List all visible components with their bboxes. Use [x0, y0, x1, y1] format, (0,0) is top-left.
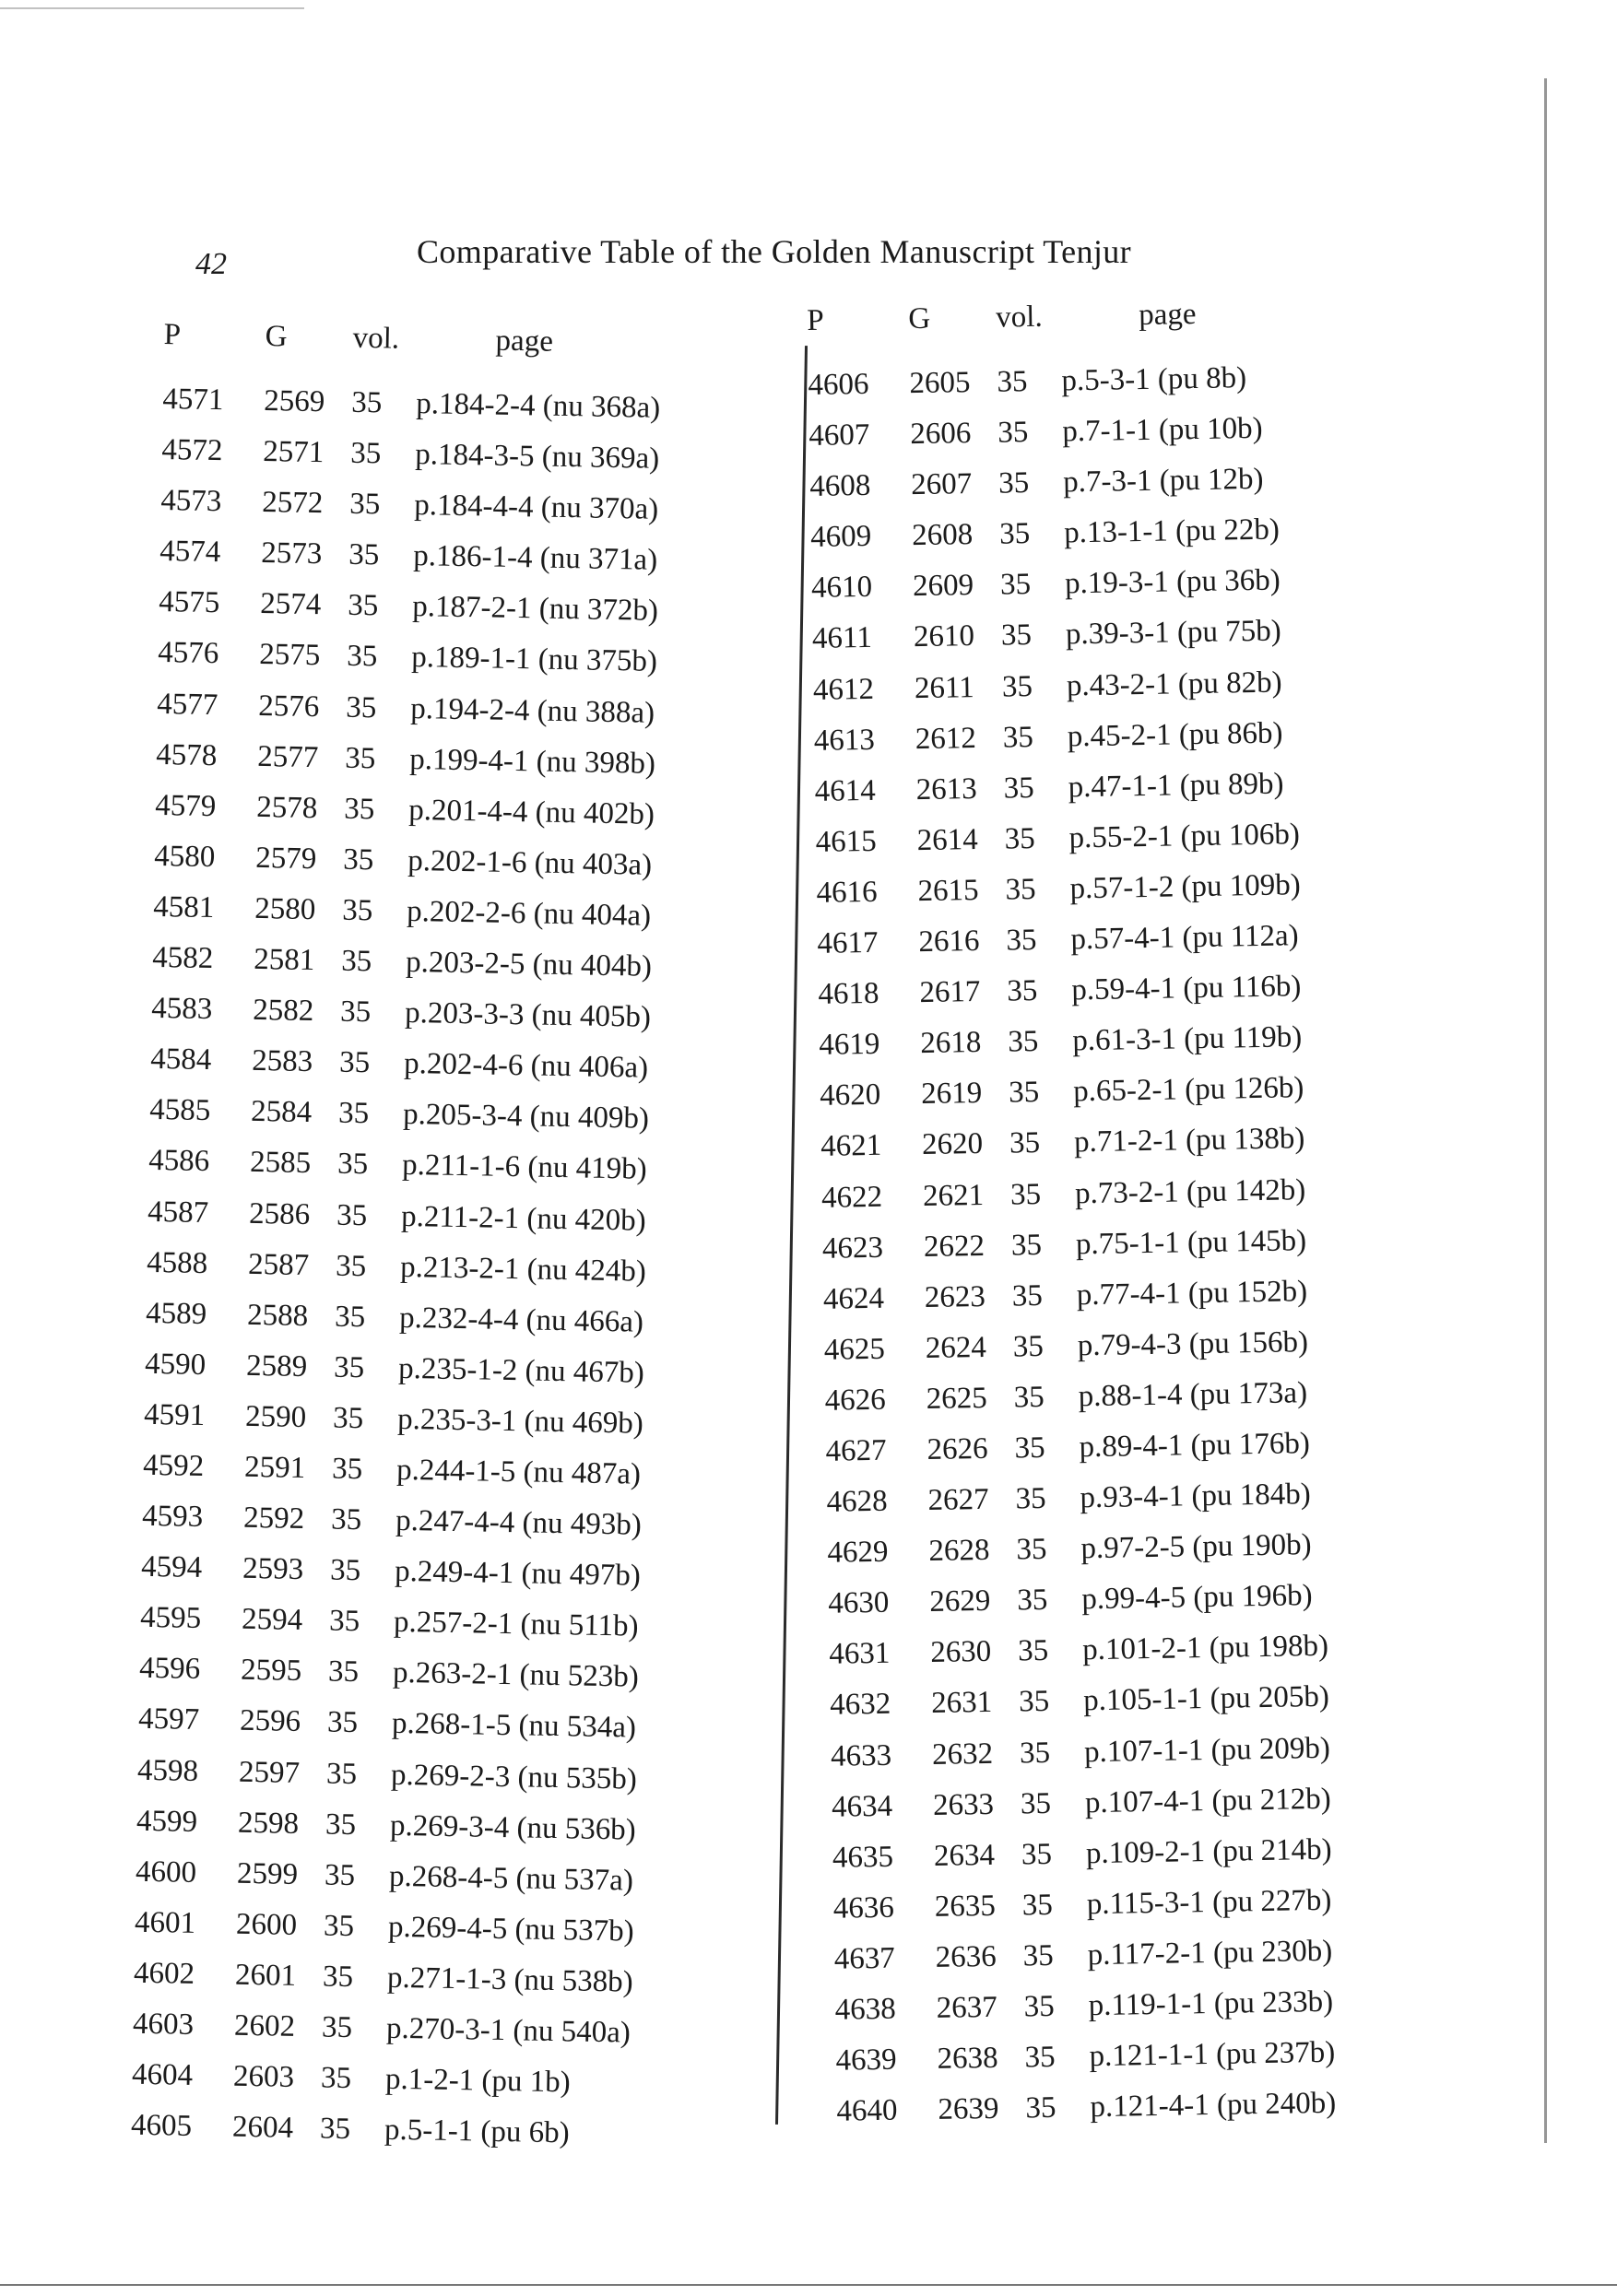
cell-g: 2605 — [909, 366, 971, 401]
cell-vol: 35 — [1022, 1938, 1055, 1973]
cell-g: 2576 — [257, 689, 320, 724]
cell-g: 2588 — [246, 1298, 309, 1333]
cell-vol: 35 — [320, 2061, 352, 2096]
cell-g: 2571 — [263, 435, 325, 470]
cell-g: 2582 — [252, 994, 314, 1029]
cell-p: 4632 — [829, 1688, 891, 1723]
cell-p: 4596 — [138, 1652, 201, 1687]
scan-artifact-line — [0, 7, 304, 9]
cell-p: 4605 — [130, 2108, 193, 2144]
cell-page: p.88-1-4 (pu 173a) — [1078, 1376, 1308, 1414]
cell-g: 2607 — [910, 467, 973, 502]
cell-page: p.232-4-4 (nu 466a) — [398, 1301, 644, 1339]
cell-vol: 35 — [1012, 1329, 1045, 1364]
cell-g: 2603 — [232, 2059, 295, 2094]
cell-g: 2581 — [253, 942, 315, 978]
cell-page: p.247-4-4 (nu 493b) — [395, 1503, 643, 1542]
cell-g: 2618 — [920, 1026, 982, 1061]
cell-page: p.271-1-3 (nu 538b) — [386, 1960, 634, 1999]
cell-page: p.57-1-2 (pu 109b) — [1069, 868, 1302, 906]
cell-g: 2597 — [238, 1755, 301, 1790]
cell-p: 4592 — [142, 1448, 205, 1483]
cell-p: 4614 — [814, 773, 877, 808]
cell-page: p.77-4-1 (pu 152b) — [1076, 1274, 1308, 1312]
cell-vol: 35 — [1001, 669, 1033, 704]
cell-g: 2591 — [243, 1450, 306, 1485]
cell-vol: 35 — [1009, 1177, 1042, 1211]
cell-vol: 35 — [1002, 720, 1034, 755]
cell-p: 4589 — [145, 1296, 207, 1331]
cell-g: 2606 — [910, 417, 972, 452]
cell-g: 2599 — [236, 1856, 299, 1891]
cell-g: 2609 — [912, 569, 974, 604]
cell-page: p.105-1-1 (pu 205b) — [1082, 1680, 1330, 1718]
cell-p: 4587 — [147, 1195, 209, 1230]
cell-vol: 35 — [1006, 923, 1037, 958]
cell-g: 2578 — [255, 790, 318, 825]
cell-vol: 35 — [1015, 1481, 1046, 1516]
cell-p: 4619 — [819, 1028, 880, 1063]
cell-vol: 35 — [322, 1960, 354, 1994]
column-header-g: G — [907, 301, 931, 336]
cell-vol: 35 — [1003, 771, 1035, 806]
cell-g: 2589 — [245, 1348, 308, 1383]
cell-vol: 35 — [1024, 2040, 1056, 2075]
cell-g: 2612 — [915, 721, 977, 756]
cell-p: 4615 — [815, 824, 877, 859]
cell-p: 4595 — [139, 1601, 202, 1636]
cell-page: p.55-2-1 (pu 106b) — [1068, 818, 1301, 855]
cell-g: 2598 — [237, 1806, 300, 1841]
cell-page: p.269-2-3 (nu 535b) — [390, 1758, 638, 1796]
cell-page: p.235-1-2 (nu 467b) — [397, 1351, 645, 1390]
cell-p: 4628 — [826, 1484, 888, 1519]
cell-vol: 35 — [347, 589, 379, 623]
right-table — [807, 293, 1482, 2146]
cell-vol: 35 — [1021, 1837, 1053, 1872]
scan-bottom-line — [0, 2284, 1617, 2286]
cell-vol: 35 — [350, 436, 382, 471]
cell-g: 2629 — [929, 1584, 991, 1619]
cell-g: 2638 — [937, 2041, 998, 2077]
cell-g: 2621 — [922, 1178, 985, 1213]
left-table — [130, 318, 809, 2172]
cell-g: 2590 — [244, 1399, 307, 1434]
cell-p: 4579 — [154, 788, 217, 823]
cell-g: 2595 — [240, 1654, 302, 1689]
cell-page: p.75-1-1 (pu 145b) — [1075, 1223, 1307, 1261]
cell-p: 4613 — [813, 723, 876, 758]
cell-vol: 35 — [323, 1909, 355, 1943]
cell-vol: 35 — [1016, 1533, 1047, 1567]
cell-vol: 35 — [339, 995, 372, 1030]
cell-page: p.97-2-5 (pu 190b) — [1080, 1528, 1312, 1566]
cell-vol: 35 — [1011, 1278, 1044, 1313]
table-header-row — [807, 293, 1453, 369]
cell-vol: 35 — [1005, 872, 1036, 907]
cell-vol: 35 — [328, 1604, 360, 1639]
cell-page: p.1-2-1 (pu 1b) — [384, 2062, 572, 2100]
cell-p: 4583 — [150, 992, 213, 1027]
table-header-row — [163, 318, 809, 394]
cell-p: 4571 — [162, 382, 224, 418]
cell-vol: 35 — [1019, 1736, 1051, 1770]
cell-p: 4635 — [832, 1840, 894, 1875]
cell-vol: 35 — [342, 842, 374, 877]
cell-g: 2614 — [916, 822, 978, 857]
cell-p: 4601 — [134, 1905, 196, 1940]
cell-vol: 35 — [341, 893, 373, 928]
cell-vol: 35 — [336, 1148, 369, 1182]
column-header-p: P — [807, 303, 824, 337]
cell-g: 2602 — [233, 2008, 296, 2043]
cell-p: 4633 — [830, 1738, 892, 1773]
cell-p: 4598 — [136, 1753, 199, 1788]
cell-p: 4576 — [158, 636, 219, 671]
cell-page: p.201-4-4 (nu 402b) — [407, 793, 655, 831]
cell-page: p.5-3-1 (pu 8b) — [1061, 361, 1247, 398]
table-row — [130, 2109, 776, 2172]
cell-vol: 35 — [321, 2010, 353, 2045]
cell-g: 2608 — [911, 518, 974, 553]
cell-p: 4602 — [133, 1956, 195, 1991]
column-header-page: page — [1138, 297, 1197, 333]
cell-g: 2592 — [242, 1501, 305, 1537]
cell-vol: 35 — [327, 1654, 360, 1690]
cell-g: 2639 — [938, 2092, 999, 2127]
cell-p: 4584 — [149, 1042, 212, 1077]
cell-p: 4608 — [808, 469, 871, 504]
cell-g: 2587 — [247, 1247, 310, 1282]
column-header-vol: vol. — [995, 300, 1043, 335]
cell-page: p.109-2-1 (pu 214b) — [1085, 1832, 1332, 1870]
cell-p: 4616 — [816, 875, 878, 910]
cell-p: 4574 — [159, 535, 221, 570]
cell-p: 4610 — [810, 571, 873, 606]
cell-g: 2586 — [248, 1196, 311, 1231]
page-title: Comparative Table of the Golden Manuscript Tenjur — [417, 233, 1132, 270]
cell-page: p.99-4-5 (pu 196b) — [1081, 1579, 1313, 1617]
cell-page: p.57-4-1 (pu 112a) — [1070, 919, 1299, 957]
cell-vol: 35 — [332, 1401, 364, 1436]
cell-page: p.270-3-1 (nu 540a) — [385, 2011, 631, 2050]
cell-page: p.211-1-6 (nu 419b) — [401, 1148, 647, 1187]
cell-g: 2583 — [251, 1044, 313, 1079]
cell-vol: 35 — [999, 568, 1032, 602]
cell-vol: 35 — [325, 1807, 357, 1842]
cell-vol: 35 — [1023, 1989, 1055, 2024]
cell-p: 4639 — [835, 2043, 897, 2078]
cell-page: p.199-4-1 (nu 398b) — [408, 742, 656, 781]
cell-p: 4585 — [148, 1093, 211, 1128]
cell-g: 2632 — [931, 1737, 994, 1772]
cell-page: p.89-4-1 (pu 176b) — [1079, 1427, 1311, 1465]
cell-vol: 35 — [335, 1249, 367, 1283]
cell-page: p.45-2-1 (pu 86b) — [1067, 716, 1283, 754]
cell-g: 2600 — [235, 1907, 298, 1942]
cell-page: p.61-3-1 (pu 119b) — [1071, 1020, 1303, 1058]
cell-p: 4594 — [140, 1549, 203, 1585]
cell-page: p.101-2-1 (pu 198b) — [1081, 1630, 1329, 1667]
cell-g: 2625 — [926, 1381, 988, 1416]
cell-page: p.43-2-1 (pu 82b) — [1066, 665, 1282, 702]
cell-vol: 35 — [997, 466, 1030, 500]
cell-page: p.47-1-1 (pu 89b) — [1068, 767, 1284, 805]
cell-vol: 35 — [1014, 1431, 1045, 1466]
cell-p: 4586 — [148, 1144, 210, 1179]
cell-p: 4603 — [132, 2007, 195, 2042]
cell-p: 4573 — [160, 484, 222, 519]
cell-p: 4631 — [828, 1637, 891, 1672]
cell-page: p.59-4-1 (pu 116b) — [1071, 970, 1302, 1007]
scan-margin-line — [1544, 78, 1547, 2143]
cell-g: 2637 — [936, 1990, 997, 2025]
cell-p: 4606 — [808, 367, 869, 402]
cell-page: p.107-4-1 (pu 212b) — [1084, 1782, 1331, 1819]
cell-vol: 35 — [330, 1502, 362, 1537]
cell-page: p.79-4-3 (pu 156b) — [1077, 1325, 1309, 1363]
cell-p: 4638 — [834, 1992, 896, 2027]
column-header-page: page — [495, 324, 554, 359]
cell-page: p.73-2-1 (pu 142b) — [1074, 1172, 1306, 1210]
cell-p: 4622 — [820, 1180, 883, 1215]
cell-vol: 35 — [329, 1553, 361, 1588]
cell-g: 2627 — [927, 1482, 989, 1518]
cell-page: p.117-2-1 (pu 230b) — [1087, 1934, 1333, 1972]
cell-p: 4582 — [151, 940, 214, 976]
cell-page: p.269-3-4 (nu 536b) — [389, 1808, 637, 1847]
cell-page: p.202-2-6 (nu 404a) — [406, 894, 652, 933]
cell-vol: 35 — [1017, 1634, 1049, 1668]
cell-p: 4593 — [141, 1499, 204, 1535]
cell-vol: 35 — [338, 1045, 371, 1080]
cell-g: 2615 — [917, 873, 979, 909]
cell-p: 4625 — [823, 1332, 886, 1367]
cell-vol: 35 — [343, 792, 375, 827]
cell-g: 2593 — [242, 1551, 304, 1587]
cell-g: 2619 — [920, 1077, 983, 1112]
column-header-vol: vol. — [352, 321, 400, 356]
cell-page: p.39-3-1 (pu 75b) — [1065, 614, 1281, 652]
cell-g: 2626 — [927, 1431, 988, 1466]
cell-page: p.184-3-5 (nu 369a) — [415, 438, 660, 476]
cell-g: 2633 — [932, 1787, 995, 1822]
cell-vol: 35 — [1008, 1025, 1039, 1059]
cell-p: 4629 — [827, 1535, 889, 1570]
column-header-p: P — [163, 318, 182, 352]
cell-page: p.269-4-5 (nu 537b) — [387, 1910, 635, 1949]
cell-p: 4577 — [157, 687, 218, 722]
cell-page: p.121-4-1 (pu 240b) — [1090, 2086, 1337, 2125]
cell-vol: 35 — [1021, 1888, 1054, 1923]
cell-g: 2574 — [260, 587, 322, 622]
cell-page: p.263-2-1 (nu 523b) — [392, 1656, 640, 1695]
cell-g: 2635 — [934, 1889, 997, 1924]
cell-g: 2620 — [921, 1127, 984, 1162]
cell-g: 2613 — [915, 771, 978, 807]
cell-page: p.194-2-4 (nu 388a) — [409, 691, 655, 730]
cell-vol: 35 — [349, 487, 381, 522]
cell-g: 2610 — [913, 619, 975, 654]
cell-vol: 35 — [345, 690, 377, 724]
cell-page: p.184-2-4 (nu 368a) — [416, 387, 661, 425]
cell-vol: 35 — [1008, 1076, 1040, 1110]
cell-vol: 35 — [1000, 618, 1033, 653]
cell-vol: 35 — [1004, 821, 1035, 856]
cell-p: 4611 — [811, 621, 873, 656]
cell-vol: 35 — [331, 1452, 363, 1487]
cell-p: 4590 — [144, 1347, 207, 1382]
cell-vol: 35 — [348, 537, 380, 572]
cell-g: 2579 — [254, 841, 317, 876]
cell-page: p.187-2-1 (nu 372b) — [411, 590, 659, 629]
cell-page: p.202-1-6 (nu 403a) — [407, 843, 653, 882]
cell-page: p.71-2-1 (pu 138b) — [1073, 1122, 1305, 1160]
cell-page: p.107-1-1 (pu 209b) — [1083, 1731, 1331, 1769]
cell-p: 4620 — [819, 1078, 881, 1113]
cell-vol: 35 — [336, 1198, 368, 1232]
cell-g: 2628 — [928, 1534, 990, 1569]
table-row — [836, 2084, 1482, 2146]
cell-p: 4612 — [812, 672, 875, 707]
cell-page: p.186-1-4 (nu 371a) — [412, 539, 658, 578]
cell-g: 2585 — [249, 1146, 312, 1181]
cell-g: 2601 — [234, 1958, 297, 1993]
cell-p: 4637 — [833, 1941, 896, 1976]
cell-page: p.249-4-1 (nu 497b) — [394, 1554, 642, 1593]
cell-p: 4636 — [832, 1890, 895, 1925]
cell-g: 2572 — [262, 486, 324, 521]
cell-p: 4580 — [153, 839, 216, 874]
cell-vol: 35 — [1013, 1380, 1045, 1415]
cell-page: p.93-4-1 (pu 184b) — [1080, 1478, 1311, 1515]
cell-g: 2623 — [924, 1279, 986, 1314]
cell-page: p.13-1-1 (pu 22b) — [1063, 512, 1281, 550]
cell-p: 4621 — [820, 1129, 882, 1164]
cell-g: 2636 — [935, 1939, 997, 1974]
cell-p: 4591 — [143, 1397, 206, 1432]
cell-vol: 35 — [326, 1705, 359, 1740]
cell-vol: 35 — [346, 640, 378, 674]
cell-vol: 35 — [1007, 974, 1038, 1008]
cell-p: 4575 — [159, 585, 220, 620]
page-number: 42 — [195, 247, 227, 281]
cell-page: p.213-2-1 (nu 424b) — [399, 1250, 647, 1289]
cell-page: p.244-1-5 (nu 487a) — [395, 1453, 642, 1491]
cell-vol: 35 — [1025, 2090, 1056, 2125]
cell-g: 2616 — [918, 924, 980, 960]
cell-page: p.19-3-1 (pu 36b) — [1064, 563, 1281, 601]
cell-p: 4624 — [822, 1281, 885, 1316]
cell-g: 2622 — [923, 1229, 986, 1264]
cell-page: p.203-3-3 (nu 405b) — [404, 996, 652, 1034]
cell-page: p.268-1-5 (nu 534a) — [391, 1707, 637, 1746]
cell-vol: 35 — [998, 517, 1031, 551]
cell-page: p.121-1-1 (pu 237b) — [1089, 2035, 1336, 2074]
cell-vol: 35 — [340, 944, 372, 979]
cell-page: p.189-1-1 (nu 375b) — [410, 641, 658, 679]
cell-vol: 35 — [334, 1300, 366, 1334]
cell-g: 2631 — [930, 1686, 993, 1721]
cell-g: 2584 — [250, 1095, 313, 1130]
cell-g: 2630 — [929, 1635, 992, 1670]
cell-vol: 35 — [351, 385, 383, 420]
cell-vol: 35 — [1018, 1685, 1050, 1719]
cell-p: 4588 — [146, 1245, 208, 1280]
cell-g: 2580 — [254, 891, 316, 927]
cell-page: p.5-1-1 (pu 6b) — [384, 2113, 571, 2150]
cell-p: 4618 — [818, 976, 879, 1012]
cell-g: 2594 — [241, 1603, 303, 1638]
cell-g: 2611 — [914, 670, 974, 705]
cell-g: 2577 — [256, 739, 319, 774]
cell-p: 4609 — [809, 520, 872, 555]
cell-p: 4572 — [161, 433, 223, 468]
cell-p: 4607 — [808, 418, 870, 453]
cell-vol: 35 — [319, 2112, 351, 2147]
cell-page: p.268-4-5 (nu 537a) — [388, 1859, 634, 1898]
cell-vol: 35 — [1010, 1228, 1043, 1263]
cell-page: p.119-1-1 (pu 233b) — [1088, 1984, 1334, 2023]
cell-p: 4627 — [825, 1433, 887, 1468]
cell-g: 2575 — [258, 638, 321, 673]
cell-page: p.203-2-5 (nu 404b) — [405, 945, 653, 983]
cell-p: 4597 — [137, 1702, 200, 1737]
cell-g: 2604 — [231, 2110, 294, 2146]
cell-page: p.7-3-1 (pu 12b) — [1062, 463, 1264, 500]
cell-page: p.115-3-1 (pu 227b) — [1086, 1883, 1332, 1922]
cell-g: 2596 — [239, 1704, 301, 1739]
cell-p: 4626 — [824, 1383, 887, 1418]
cell-g: 2569 — [264, 384, 325, 419]
cell-page: p.211-2-1 (nu 420b) — [400, 1199, 646, 1238]
cell-vol: 35 — [997, 416, 1029, 450]
cell-page: p.257-2-1 (nu 511b) — [393, 1606, 639, 1643]
cell-p: 4581 — [152, 889, 215, 925]
cell-g: 2573 — [261, 536, 323, 571]
cell-vol: 35 — [997, 365, 1028, 399]
cell-vol: 35 — [337, 1096, 370, 1131]
cell-p: 4600 — [135, 1854, 197, 1890]
column-header-g: G — [265, 320, 288, 354]
cell-p: 4578 — [155, 737, 218, 772]
cell-p: 4630 — [828, 1585, 890, 1621]
cell-p: 4623 — [821, 1230, 884, 1266]
cell-vol: 35 — [1009, 1126, 1041, 1160]
cell-p: 4634 — [831, 1789, 893, 1824]
cell-page: p.202-4-6 (nu 406a) — [403, 1047, 649, 1085]
cell-p: 4599 — [136, 1804, 198, 1839]
cell-page: p.184-4-4 (nu 370a) — [413, 489, 659, 527]
cell-g: 2624 — [925, 1330, 987, 1365]
cell-page: p.235-3-1 (nu 469b) — [396, 1402, 644, 1441]
cell-p: 4640 — [836, 2093, 898, 2128]
cell-vol: 35 — [325, 1757, 358, 1791]
cell-vol: 35 — [324, 1858, 356, 1892]
cell-vol: 35 — [333, 1350, 365, 1384]
cell-vol: 35 — [1020, 1786, 1052, 1820]
cell-page: p.205-3-4 (nu 409b) — [402, 1098, 650, 1136]
cell-vol: 35 — [1017, 1584, 1048, 1618]
cell-g: 2617 — [919, 975, 981, 1010]
cell-p: 4604 — [131, 2057, 194, 2092]
cell-page: p.7-1-1 (pu 10b) — [1062, 411, 1263, 449]
cell-vol: 35 — [344, 741, 376, 775]
cell-p: 4617 — [817, 925, 879, 960]
cell-page: p.65-2-1 (pu 126b) — [1072, 1071, 1304, 1109]
cell-g: 2634 — [933, 1838, 996, 1873]
